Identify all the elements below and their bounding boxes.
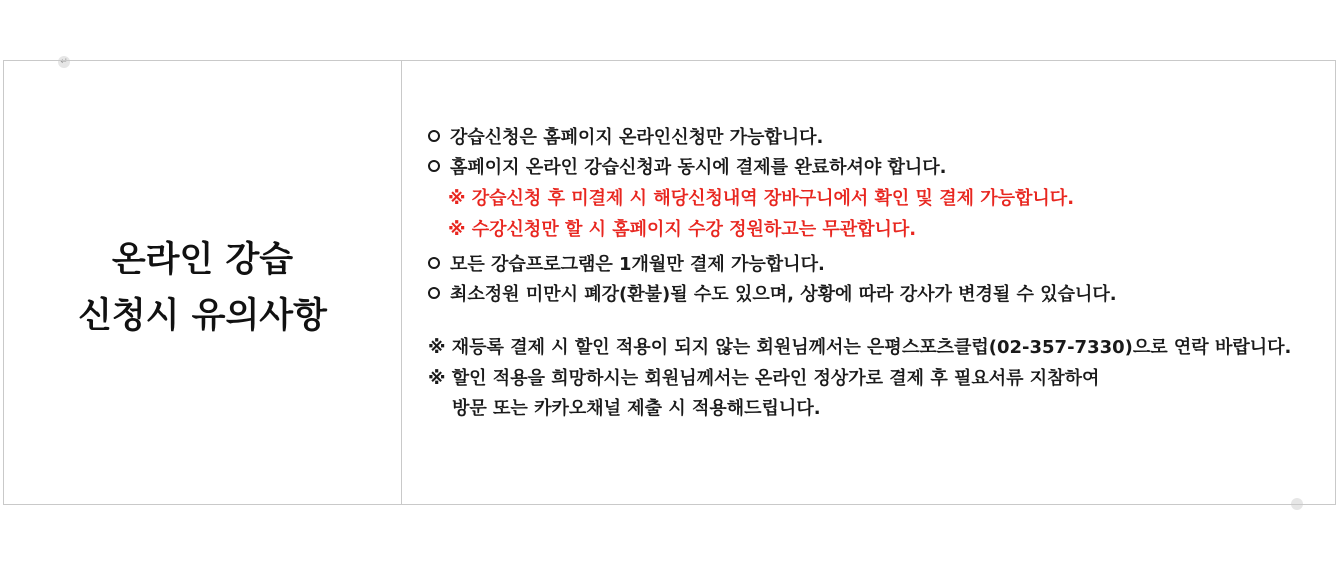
notice-title-cell [4,61,402,504]
circle-bullet-icon [428,287,440,299]
notice-item-payment-required [428,153,947,183]
notice-note-discount-line-1: ※ 할인 적용을 희망하시는 회원님께서는 온라인 정상가로 결제 후 필요서류 지참하여 [428,368,1100,389]
notice-table [3,60,1336,505]
notice-red-note-cart: ※ 강습신청 후 미결제 시 해당신청내역 장바구니에서 확인 및 결제 가능합니다. [448,188,1075,209]
notice-item-monthly-payment [428,250,825,280]
notice-item-cancellation [428,280,1117,310]
notice-item-online-only [428,123,823,153]
notice-content-cell [402,61,1335,504]
notice-item-text: 홈페이지 온라인 강습신청과 동시에 결제를 완료하셔야 합니다. [450,157,947,178]
notice-note-discount-line-2: 방문 또는 카카오채널 제출 시 적용해드립니다. [452,398,821,419]
notice-red-note-capacity: ※ 수강신청만 할 시 홈페이지 수강 정원하고는 무관합니다. [448,219,917,240]
notice-title-line-1: 온라인 강습 [111,239,294,280]
notice-item-text: 강습신청은 홈페이지 온라인신청만 가능합니다. [450,127,824,148]
notice-title-line-2: 신청시 유의사항 [78,295,327,336]
circle-bullet-icon [428,130,440,142]
circle-bullet-icon [428,160,440,172]
paragraph-mark-icon: ↵ [58,56,70,68]
notice-item-text: 모든 강습프로그램은 1개월만 결제 가능합니다. [450,254,825,275]
circle-bullet-icon [428,257,440,269]
notice-item-text: 최소정원 미만시 폐강(환불)될 수도 있으며, 상황에 따라 강사가 변경될 수 있습니다. [450,284,1117,305]
notice-note-reregistration: ※ 재등록 결제 시 할인 적용이 되지 않는 회원님께서는 은평스포츠클럽(02-357-7330)으로 연락 바랍니다. [428,337,1292,358]
